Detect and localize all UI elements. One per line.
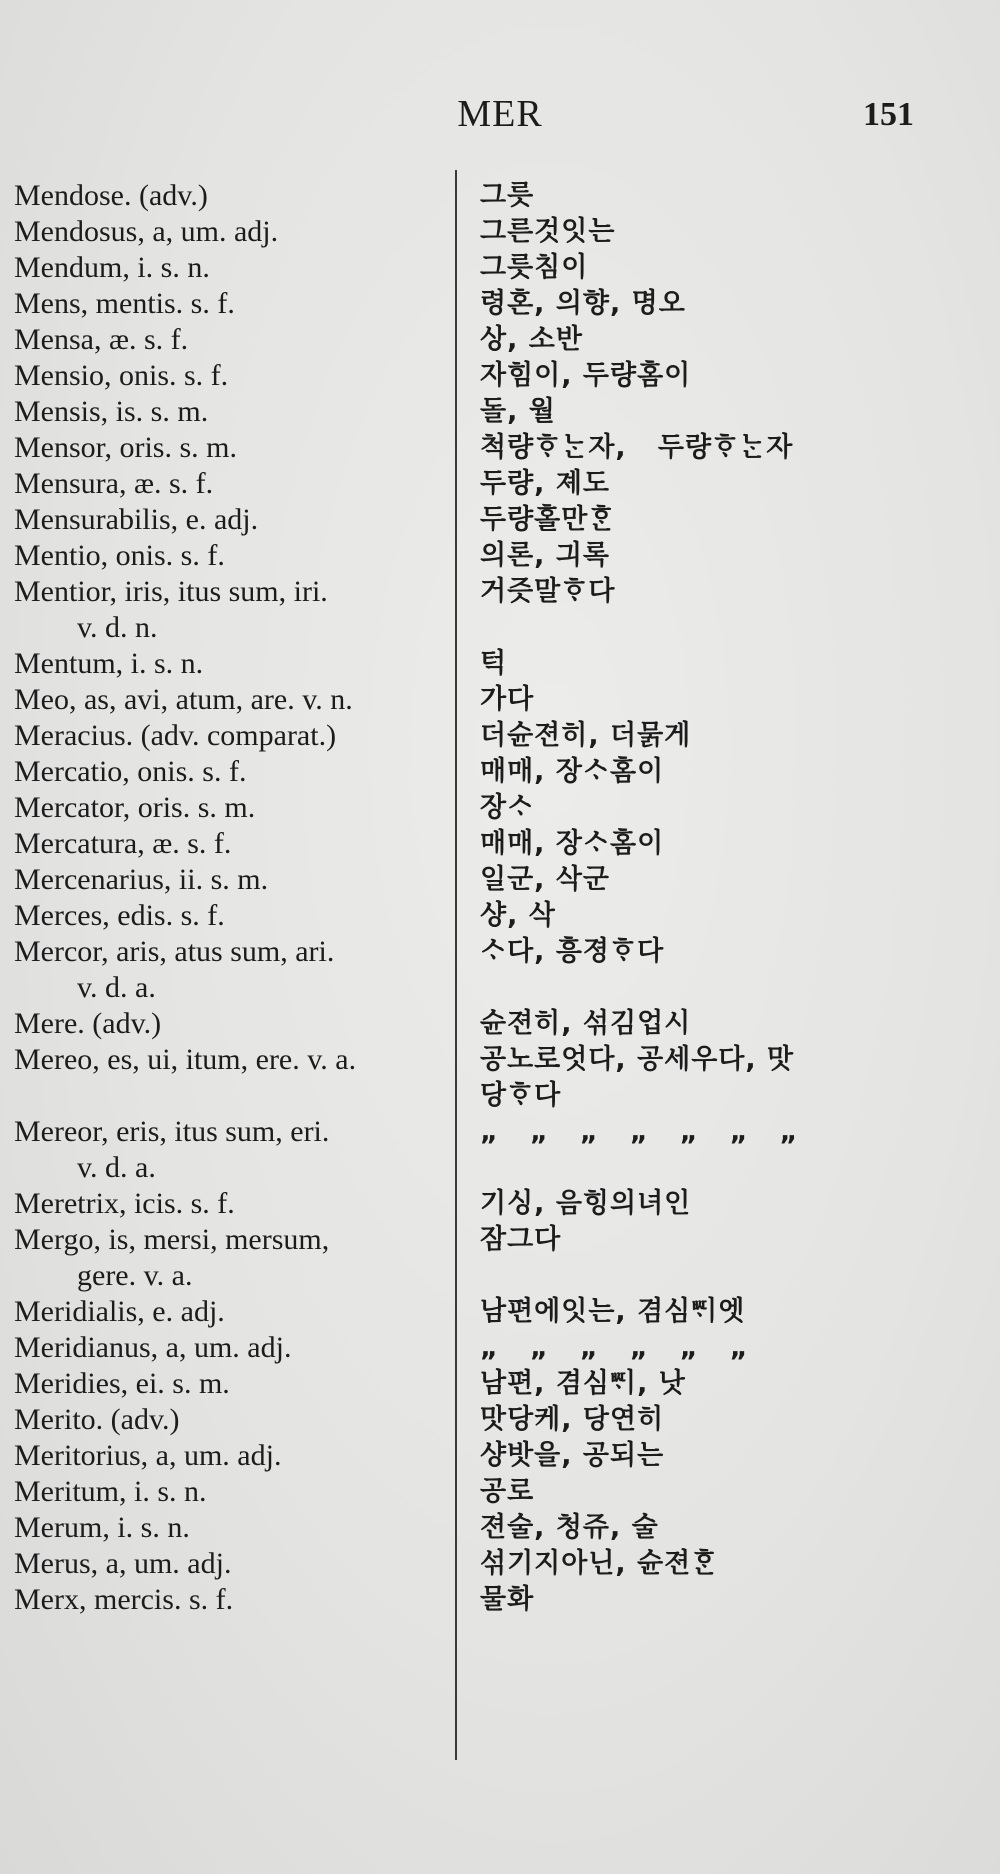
korean-definition: 자힘이, 두량홈이 — [480, 360, 692, 391]
latin-headword — [0, 538, 462, 574]
latin-headword — [0, 1186, 462, 1222]
latin-headword — [0, 1330, 462, 1366]
latin-headword — [0, 1222, 462, 1294]
korean-definition: 두량홀만ᄒᆞᆫ — [480, 504, 616, 535]
latin-headword — [0, 466, 462, 502]
dictionary-entry — [0, 1330, 1000, 1366]
latin-text: Mentior, iris, itus sum, iri. — [14, 575, 328, 608]
latin-text: Mercenarius, ii. s. m. — [14, 863, 269, 896]
latin-headword — [0, 1510, 462, 1546]
entry-list — [0, 178, 1000, 1618]
korean-definition: 그릇 — [480, 180, 535, 211]
latin-text: Mens, mentis. s. f. — [14, 287, 235, 320]
korean-definition: 남편, 겸심ᄣᆡ, 낫 — [480, 1368, 686, 1399]
dictionary-entry — [0, 826, 1000, 862]
latin-headword — [0, 754, 462, 790]
dictionary-entry — [0, 358, 1000, 394]
latin-text: Meridianus, a, um. adj. — [14, 1331, 292, 1364]
latin-headword — [0, 790, 462, 826]
dictionary-entry — [0, 898, 1000, 934]
latin-text: Mere. (adv.) — [14, 1007, 162, 1040]
latin-headword — [0, 1294, 462, 1330]
latin-headword — [0, 430, 462, 466]
korean-definition: 물화 — [480, 1584, 535, 1615]
korean-definition: 공로 — [480, 1476, 535, 1507]
latin-text: Mensa, æ. s. f. — [14, 323, 189, 356]
latin-grammar-continuation: v. d. a. — [77, 1151, 156, 1184]
korean-definition: 매매, 장ᄉᆞ홈이 — [480, 756, 665, 787]
korean-definition: 맛당케, 당연히 — [480, 1404, 665, 1435]
dictionary-entry — [0, 1438, 1000, 1474]
korean-definition: 그른것잇는 — [480, 216, 616, 247]
latin-grammar-continuation: gere. v. a. — [77, 1259, 193, 1292]
korean-definition: 섞기지아닌, 슌젼ᄒᆞᆫ — [480, 1548, 719, 1579]
korean-definition: 두량, 졔도 — [480, 468, 610, 499]
korean-definition: 샹, 삭 — [480, 900, 556, 931]
latin-text: Mendum, i. s. n. — [14, 251, 210, 284]
latin-text: Merces, edis. s. f. — [14, 899, 225, 932]
latin-headword — [0, 178, 462, 214]
korean-definition: 젼술, 청쥬, 술 — [480, 1512, 659, 1543]
latin-text: Mentum, i. s. n. — [14, 647, 204, 680]
dictionary-entry — [0, 1294, 1000, 1330]
latin-text: Mendose. (adv.) — [14, 179, 208, 212]
latin-headword — [0, 322, 462, 358]
korean-definition: 더슌젼히, 더묽게 — [480, 720, 692, 751]
korean-definition: 잠그다 — [480, 1224, 562, 1255]
korean-definition: 가다 — [480, 684, 535, 715]
latin-headword — [0, 250, 462, 286]
latin-headword — [0, 1582, 462, 1618]
korean-definition: 매매, 장ᄉᆞ홈이 — [480, 828, 665, 859]
dictionary-entry — [0, 862, 1000, 898]
dictionary-entry — [0, 1582, 1000, 1618]
latin-headword — [0, 898, 462, 934]
latin-text: Meo, as, avi, atum, are. v. n. — [14, 683, 353, 716]
latin-headword — [0, 1474, 462, 1510]
korean-definition: „ „ „ „ „ „ — [480, 1332, 749, 1363]
latin-headword — [0, 862, 462, 898]
dictionary-entry — [0, 286, 1000, 322]
dictionary-entry — [0, 646, 1000, 682]
latin-headword — [0, 1402, 462, 1438]
dictionary-entry — [0, 934, 1000, 1006]
dictionary-entry — [0, 1042, 1000, 1114]
dictionary-entry — [0, 1510, 1000, 1546]
dictionary-entry — [0, 1474, 1000, 1510]
dictionary-entry — [0, 754, 1000, 790]
latin-grammar-continuation: v. d. a. — [77, 971, 156, 1004]
latin-text: Mereor, eris, itus sum, eri. — [14, 1115, 330, 1148]
latin-text: Mergo, is, mersi, mersum, — [14, 1223, 330, 1256]
latin-text: Mendosus, a, um. adj. — [14, 215, 279, 248]
latin-text: Mereo, es, ui, itum, ere. v. a. — [14, 1043, 357, 1076]
korean-definition: 의론, 긔록 — [480, 540, 610, 571]
dictionary-entry — [0, 1402, 1000, 1438]
latin-headword — [0, 646, 462, 682]
latin-headword — [0, 394, 462, 430]
latin-text: Meritorius, a, um. adj. — [14, 1439, 282, 1472]
latin-headword — [0, 1366, 462, 1402]
latin-text: Mensio, onis. s. f. — [14, 359, 229, 392]
latin-text: Meritum, i. s. n. — [14, 1475, 207, 1508]
latin-headword — [0, 286, 462, 322]
dictionary-entry — [0, 1186, 1000, 1222]
latin-text: Merx, mercis. s. f. — [14, 1583, 234, 1616]
running-head: MER — [457, 93, 543, 135]
korean-definition: 일군, 삭군 — [480, 864, 610, 895]
latin-text: Meridialis, e. adj. — [14, 1295, 225, 1328]
latin-headword — [0, 826, 462, 862]
dictionary-entry — [0, 502, 1000, 538]
page-number: 151 — [863, 96, 914, 133]
latin-text: Mercatura, æ. s. f. — [14, 827, 232, 860]
dictionary-entry — [0, 790, 1000, 826]
korean-definition: „ „ „ „ „ „ „ — [480, 1116, 799, 1147]
korean-definition: 기싱, 음힝의녀인 — [480, 1188, 692, 1219]
dictionary-entry — [0, 466, 1000, 502]
dictionary-entry — [0, 1114, 1000, 1186]
latin-headword — [0, 682, 462, 718]
dictionary-entry — [0, 538, 1000, 574]
latin-text: Mensis, is. s. m. — [14, 395, 209, 428]
korean-definition: 그릇침이 — [480, 252, 589, 283]
latin-headword — [0, 358, 462, 394]
latin-text: Merus, a, um. adj. — [14, 1547, 232, 1580]
korean-definition: 돌, 월 — [480, 396, 556, 427]
dictionary-entry — [0, 250, 1000, 286]
dictionary-entry — [0, 214, 1000, 250]
korean-definition: 령혼, 의향, 명오 — [480, 288, 686, 319]
korean-definition: 상, 소반 — [480, 324, 583, 355]
latin-grammar-continuation: v. d. n. — [77, 611, 158, 644]
latin-headword — [0, 718, 462, 754]
korean-definition: 턱 — [480, 648, 508, 679]
latin-text: Mercatio, onis. s. f. — [14, 755, 247, 788]
latin-headword — [0, 502, 462, 538]
dictionary-entry — [0, 1546, 1000, 1582]
korean-definition: ᄉᆞ다, 흥졍ᄒᆞ다 — [480, 936, 665, 967]
dictionary-entry — [0, 430, 1000, 466]
latin-headword — [0, 1438, 462, 1474]
latin-text: Meracius. (adv. comparat.) — [14, 719, 337, 752]
latin-text: Meretrix, icis. s. f. — [14, 1187, 235, 1220]
korean-definition: 척량ᄒᆞᄂᆞᆫ자, 두량ᄒᆞᄂᆞᆫ자 — [480, 432, 794, 463]
latin-headword — [0, 1006, 462, 1042]
latin-headword — [0, 214, 462, 250]
korean-definition: 슌젼히, 섞김업시 — [480, 1008, 692, 1039]
latin-text: Merito. (adv.) — [14, 1403, 180, 1436]
latin-text: Mensurabilis, e. adj. — [14, 503, 259, 536]
dictionary-entry — [0, 394, 1000, 430]
dictionary-entry — [0, 178, 1000, 214]
latin-text: Meridies, ei. s. m. — [14, 1367, 230, 1400]
latin-text: Mensura, æ. s. f. — [14, 467, 214, 500]
latin-headword — [0, 934, 462, 1006]
latin-text: Mentio, onis. s. f. — [14, 539, 225, 572]
latin-headword — [0, 1114, 462, 1186]
dictionary-entry — [0, 322, 1000, 358]
korean-definition: 장ᄉᆞ — [480, 792, 535, 823]
dictionary-entry — [0, 1006, 1000, 1042]
latin-text: Mercator, oris. s. m. — [14, 791, 256, 824]
latin-text: Mercor, aris, atus sum, ari. — [14, 935, 335, 968]
dictionary-entry — [0, 718, 1000, 754]
dictionary-entry — [0, 1366, 1000, 1402]
dictionary-entry — [0, 574, 1000, 646]
korean-definition: 공노로엇다, 공세우다, 맛 당ᄒᆞ다 — [480, 1044, 795, 1111]
latin-text: Mensor, oris. s. m. — [14, 431, 237, 464]
latin-headword — [0, 1546, 462, 1582]
latin-headword — [0, 574, 462, 646]
korean-definition: 거즛말ᄒᆞ다 — [480, 576, 616, 607]
korean-definition: 샹밧을, 공되는 — [480, 1440, 665, 1471]
latin-headword — [0, 1042, 462, 1078]
dictionary-entry — [0, 1222, 1000, 1294]
korean-definition: 남편에잇는, 겸심ᄣᆡ엣 — [480, 1296, 746, 1327]
latin-text: Merum, i. s. n. — [14, 1511, 190, 1544]
dictionary-entry — [0, 682, 1000, 718]
